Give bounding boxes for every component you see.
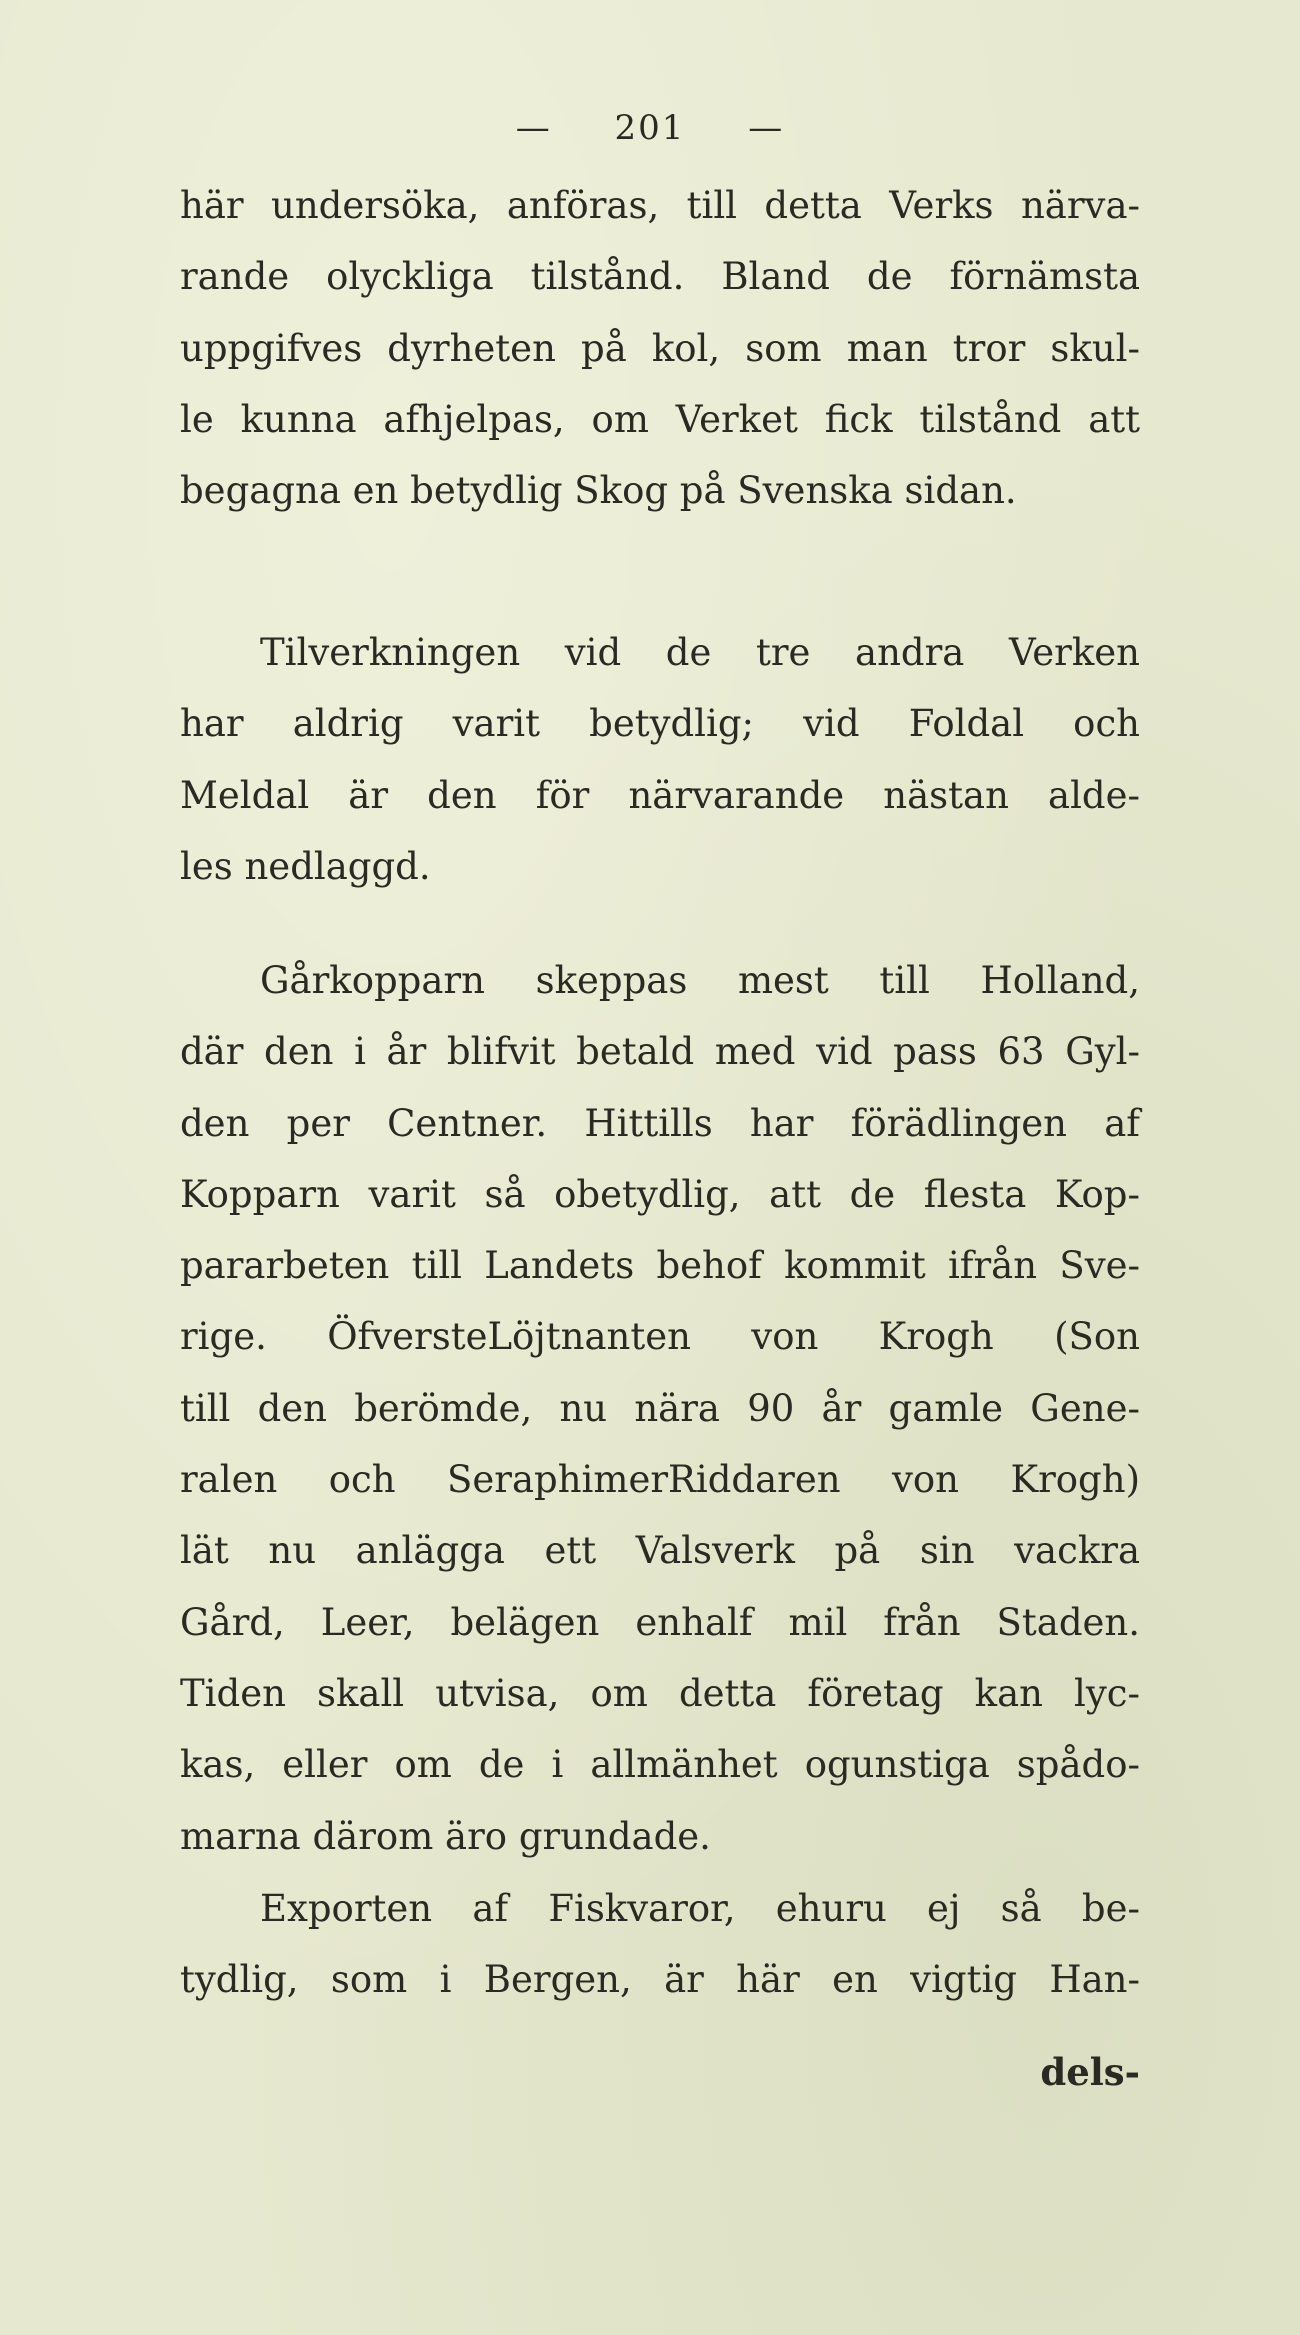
text-line: kas, eller om de i allmänhet ogunstiga spådo- — [180, 1743, 1140, 1787]
text-line: lät nu anlägga ett Valsverk på sin vackra — [180, 1529, 1140, 1573]
text-line: begagna en betydlig Skog på Svenska sidan. — [180, 469, 1017, 513]
paragraph-2 — [180, 617, 1140, 902]
text-line: marna därom äro grundade. — [180, 1814, 711, 1858]
page-header — [0, 108, 1300, 148]
paragraph-1 — [180, 170, 1140, 526]
text-line: Kopparn varit så obetydlig, att de flesta Kop- — [180, 1172, 1140, 1216]
text-line: Tilverkningen vid de tre andra Verken — [260, 631, 1140, 674]
text-line: les nedlaggd. — [180, 844, 431, 888]
text-line: Gård, Leer, belägen enhalf mil från Staden. — [180, 1600, 1140, 1644]
text-line: Gårkopparn skeppas mest till Holland, — [260, 959, 1140, 1002]
paragraph-4 — [180, 1873, 1140, 2016]
text-line: rige. ÖfversteLöjtnanten von Krogh (Son — [180, 1315, 1140, 1359]
header-dash-left: — — [515, 108, 552, 148]
text-line: Meldal är den för närvarande nästan alde- — [180, 773, 1140, 817]
text-line: rande olyckliga tilstånd. Bland de förnämsta — [180, 255, 1140, 299]
catchword: dels- — [1040, 2050, 1140, 2094]
text-line: pararbeten till Landets behof kommit ifrån Sve- — [180, 1244, 1140, 1288]
page-number: 201 — [614, 108, 686, 148]
text-line: den per Centner. Hittills har förädlingen af — [180, 1101, 1140, 1145]
text-line: ralen och SeraphimerRiddaren von Krogh) — [180, 1458, 1140, 1502]
text-line: till den berömde, nu nära 90 år gamle Gene- — [180, 1386, 1140, 1430]
text-line: tydlig, som i Bergen, är här en vigtig Han- — [180, 1958, 1140, 2002]
text-line: här undersöka, anföras, till detta Verks närva- — [180, 184, 1140, 227]
text-line: Tiden skall utvisa, om detta företag kan lyc- — [180, 1671, 1140, 1715]
text-line: le kunna afhjelpas, om Verket fick tilstånd att — [180, 397, 1140, 441]
header-dash-right: — — [748, 108, 785, 148]
text-line: där den i år blifvit betald med vid pass 63 Gyl- — [180, 1030, 1140, 1074]
paragraph-3 — [180, 945, 1140, 1872]
text-line: har aldrig varit betydlig; vid Foldal och — [180, 702, 1140, 746]
text-line: uppgifves dyrheten på kol, som man tror skul- — [180, 326, 1140, 370]
text-line: Exporten af Fiskvaror, ehuru ej så be- — [260, 1887, 1140, 1930]
